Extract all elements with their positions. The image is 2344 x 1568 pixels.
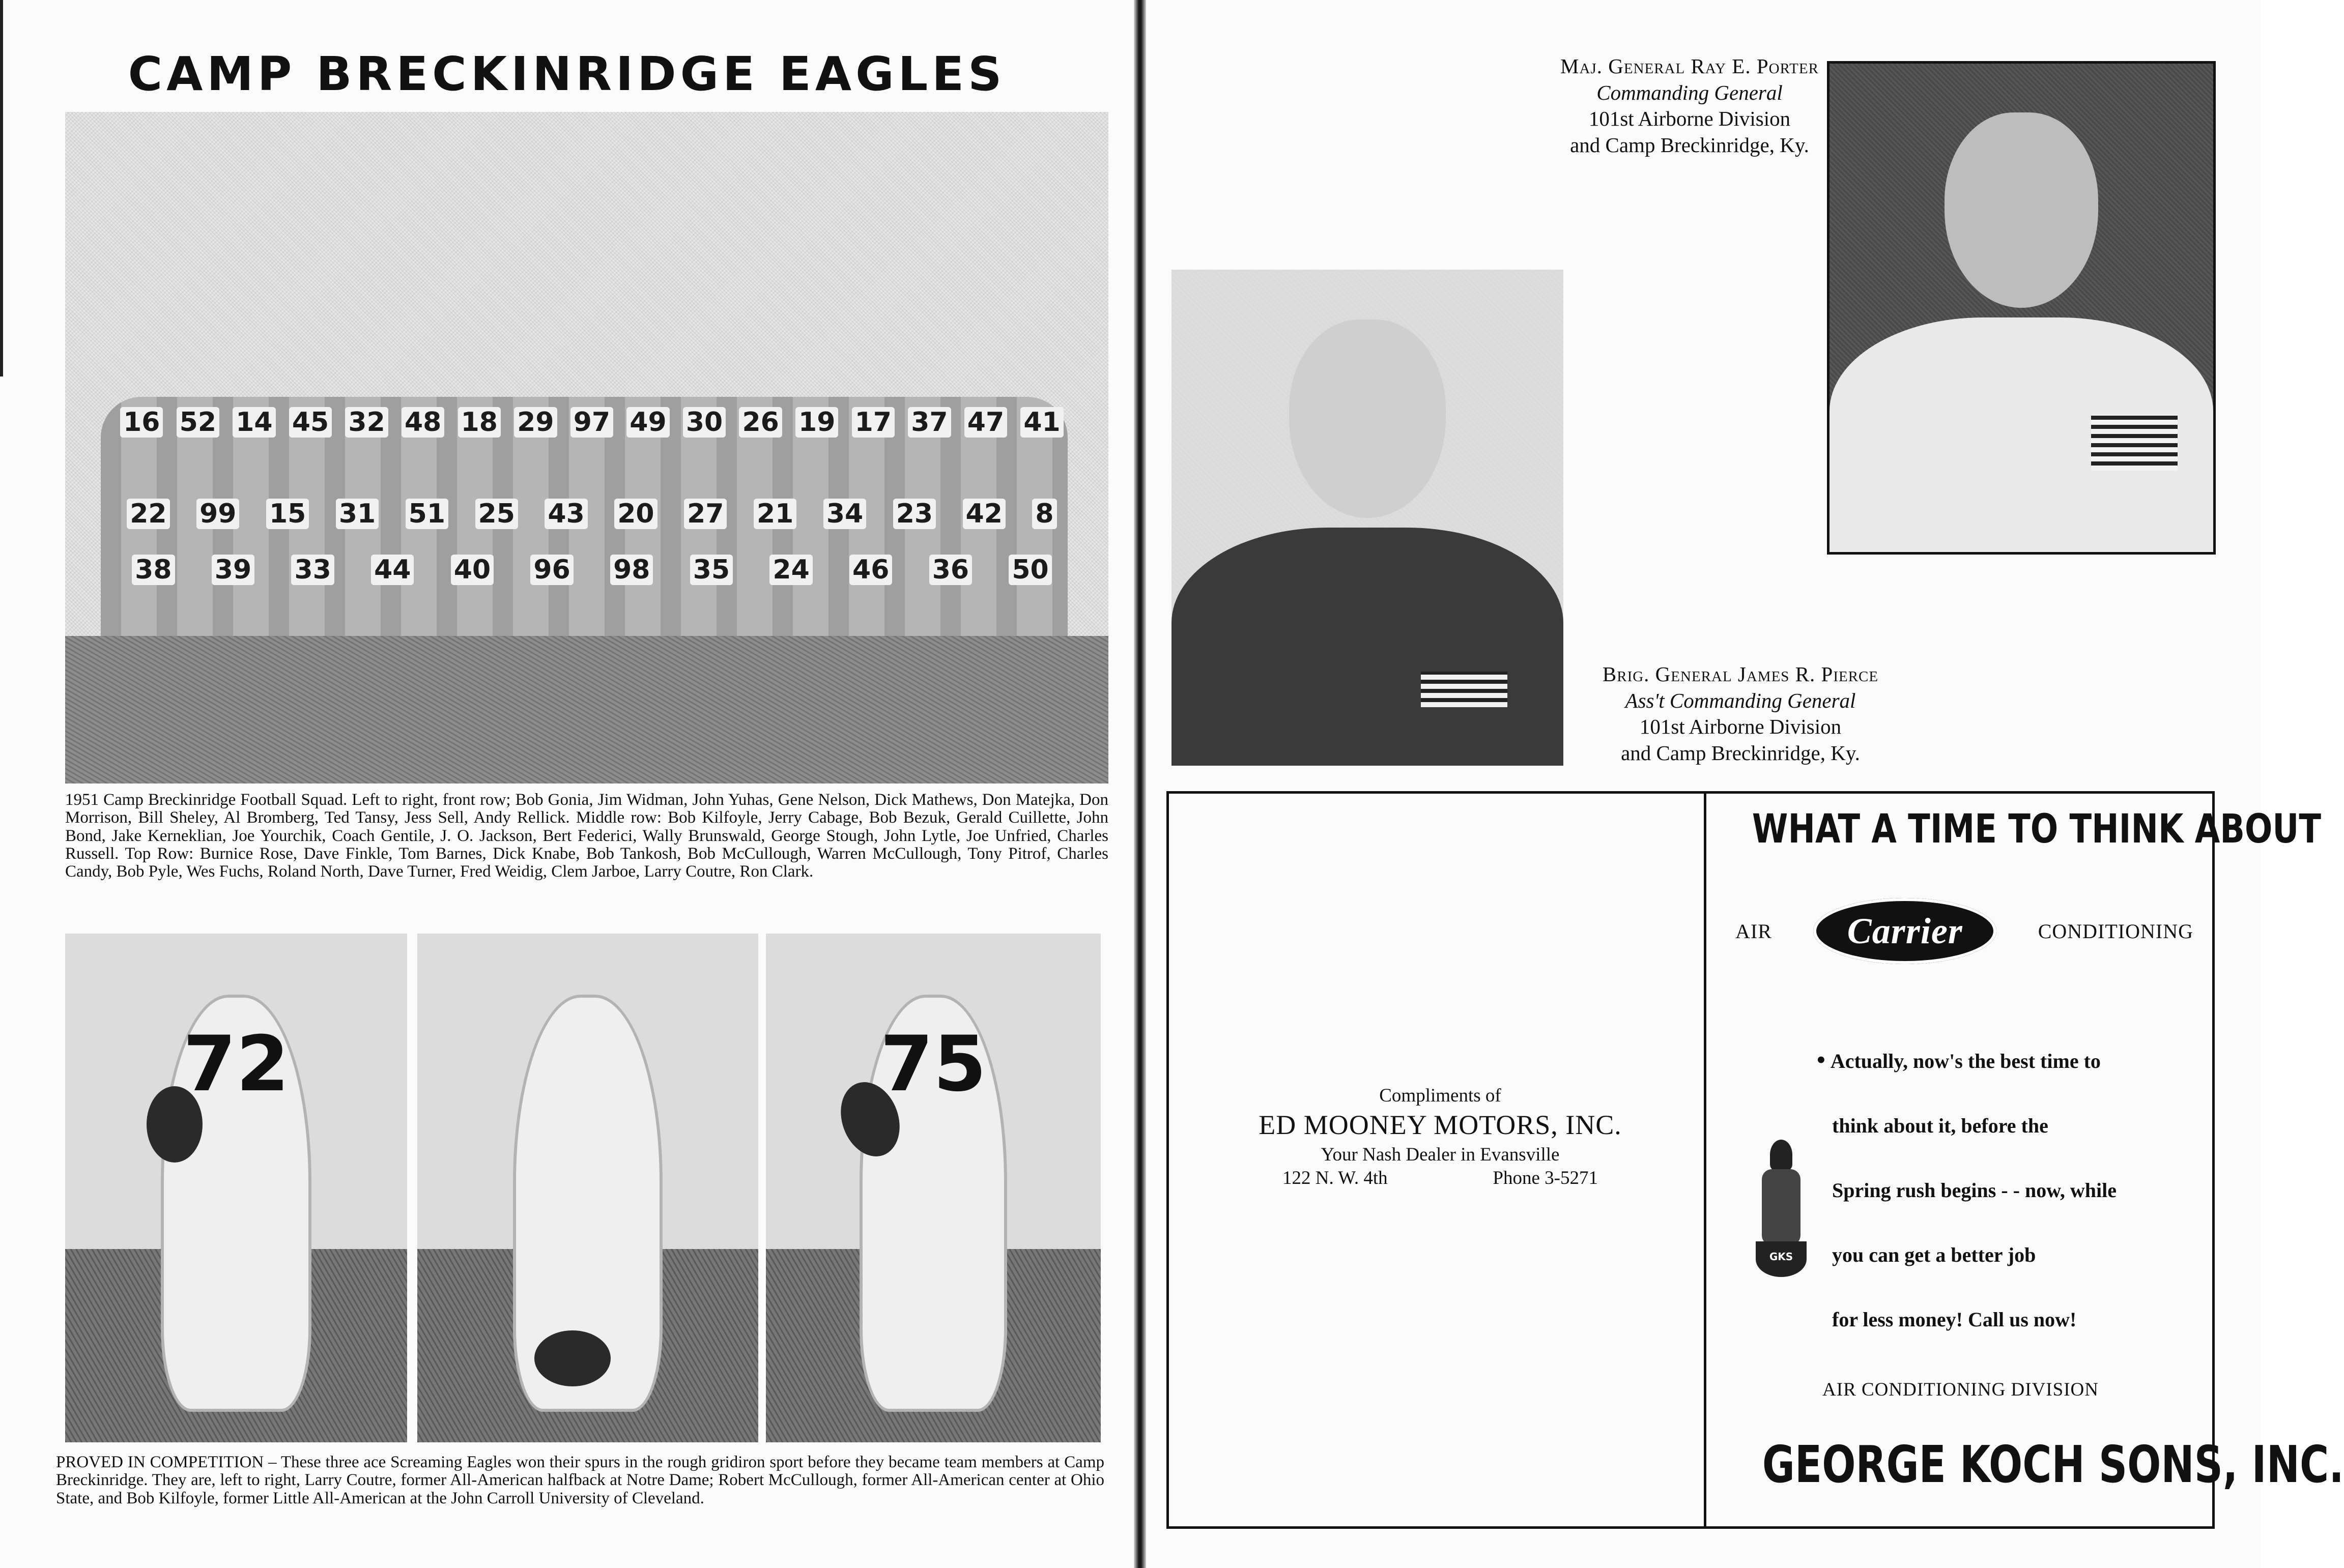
knight-helmet [1770, 1140, 1792, 1170]
ad-tagline: Your Nash Dealer in Evansville [1321, 1144, 1560, 1165]
jersey-number: 40 [451, 555, 494, 585]
pierce-caption [1557, 661, 1924, 767]
portrait-head [1945, 112, 2098, 308]
jersey-number: 96 [530, 555, 573, 585]
advertisement-divider [1704, 791, 1706, 1529]
jersey-number: 29 [514, 407, 557, 438]
jersey-number: 42 [963, 499, 1006, 529]
jersey-number: 41 [1020, 407, 1063, 438]
koch-company-name: GEORGE KOCH SONS, INC. [1762, 1435, 2344, 1494]
jersey-number: 18 [458, 407, 501, 438]
team-photo [65, 112, 1108, 783]
team-photo-caption: 1951 Camp Breckinridge Football Squad. Left to right, front row; Bob Gonia, Jim Widman, John Yuhas, Gene Nelson, Dick Mathews, Don Matejka, Don Morrison, Bill Sheley, Al Bromberg, Ted Tansy, Jess Sell, Andy Rellick. Middle row: Bob Kilfoyle, Jerry Cabage, Bob Bezuk, Gerald Cuillette, John Bond, Jake Kerneklian, Joe Yourchik, Coach Gentile, J. O. Jackson, Bert Federici, Wally Brunswald, George Stough, John Lytle, Joe Unfried, Charles Russell. Top Row: Burnice Rose, Dave Finkle, Tom Barnes, Dick Knabe, Bob Tankosh, Bob McCullough, Warren McCullough, Tony Pitrof, Charles Candy, Bob Pyle, Wes Fuchs, Roland North, Dave Turner, Fred Weidig, Clem Jarboe, Larry Coutre, Ron Clark. [65, 791, 1108, 881]
page-title: CAMP BRECKINRIDGE EAGLES [128, 47, 1006, 101]
jersey-number: 38 [132, 555, 175, 585]
officer-unit: 101st Airborne Division [1588, 107, 1791, 131]
knight-shield [1756, 1241, 1807, 1277]
jersey-number: 36 [929, 555, 972, 585]
ad-body-line: Spring rush begins - - now, while [1832, 1179, 2117, 1202]
ad-body-line: you can get a better job [1832, 1243, 2036, 1266]
jersey-number: 98 [610, 555, 653, 585]
jersey-number: 45 [289, 407, 332, 438]
jersey-number: 97 [570, 407, 613, 438]
jersey-number: 14 [233, 407, 275, 438]
koch-division-label: AIR CONDITIONING DIVISION [1822, 1379, 2099, 1400]
jersey-number: 44 [371, 555, 414, 585]
porter-portrait [1827, 61, 2216, 555]
jersey-number: 25 [475, 499, 518, 529]
jersey-number: 34 [823, 499, 866, 529]
koch-ad-headline: WHAT A TIME TO THINK ABOUT [1752, 806, 2321, 852]
knight-armor [1762, 1169, 1800, 1245]
jersey-number: 19 [795, 407, 838, 438]
jersey-number: 39 [212, 555, 254, 585]
jersey-number: 27 [684, 499, 727, 529]
porter-caption [1506, 53, 1873, 159]
football-icon [534, 1330, 611, 1386]
carrier-brand: Carrier [1847, 910, 1963, 951]
conditioning-label: CONDITIONING [2038, 919, 2193, 943]
middle-row-numbers [113, 499, 1070, 529]
ad-phone: Phone 3-5271 [1493, 1167, 1598, 1188]
jersey-number: 24 [769, 555, 812, 585]
player-photo-coutre [65, 934, 407, 1442]
ad-body-line: for less money! Call us now! [1832, 1308, 2077, 1331]
front-row-numbers [113, 555, 1070, 585]
medal-ribbons-icon [2091, 415, 2178, 471]
jersey-number: 23 [893, 499, 936, 529]
jersey-number: 46 [849, 555, 892, 585]
officer-location: and Camp Breckinridge, Ky. [1570, 133, 1809, 157]
pierce-portrait [1171, 270, 1563, 766]
emblem-text: GKS [1769, 1251, 1793, 1263]
knight-emblem-icon [1751, 1140, 1812, 1292]
player-jersey-number: 72 [183, 1020, 290, 1109]
carrier-logo-row [1735, 895, 2193, 967]
jersey-number: 32 [345, 407, 388, 438]
jersey-number: 33 [291, 555, 334, 585]
book-gutter [1134, 0, 1146, 1568]
jersey-number: 49 [626, 407, 669, 438]
portrait-head [1289, 320, 1446, 518]
player-jersey-number: 75 [880, 1020, 987, 1109]
officer-name: Brig. General James R. Pierce [1602, 662, 1879, 686]
air-label: AIR [1735, 919, 1772, 943]
medal-ribbons-icon [1421, 672, 1507, 707]
ad-body-line: think about it, before the [1832, 1114, 2048, 1137]
team-photo-field [65, 636, 1108, 783]
officer-role: Commanding General [1596, 80, 1783, 104]
jersey-number: 20 [614, 499, 657, 529]
officer-unit: 101st Airborne Division [1639, 715, 1842, 739]
jersey-number: 52 [177, 407, 219, 438]
carrier-logo [1813, 898, 1996, 964]
officer-role: Ass't Commanding General [1625, 688, 1856, 712]
jersey-number: 22 [127, 499, 169, 529]
officer-name: Maj. General Ray E. Porter [1560, 54, 1819, 78]
jersey-number: 47 [964, 407, 1007, 438]
jersey-number: 51 [406, 499, 448, 529]
jersey-number: 16 [120, 407, 163, 438]
ed-mooney-motors-ad [1242, 1084, 1639, 1189]
koch-ad-body [1817, 1028, 2188, 1352]
officer-location: and Camp Breckinridge, Ky. [1621, 741, 1860, 765]
jersey-number: 15 [266, 499, 309, 529]
jersey-number: 37 [908, 407, 951, 438]
player-photo-mccullough [417, 934, 758, 1442]
proved-in-competition-caption: PROVED IN COMPETITION – These three ace Screaming Eagles won their spurs in the rough gridiron sport before they became team members at Camp Breckinridge. They are, left to right, Larry Coutre, former All-American halfback at Notre Dame; Robert McCullough, former All-American center at Ohio State, and Bob Kilfoyle, former Little All-American at the John Carroll University of Cleveland. [56, 1453, 1104, 1507]
jersey-number: 48 [402, 407, 444, 438]
jersey-number: 35 [690, 555, 733, 585]
ad-address: 122 N. W. 4th [1282, 1167, 1388, 1188]
player-photo-kilfoyle [766, 934, 1101, 1442]
jersey-number: 26 [739, 407, 782, 438]
jersey-number: 21 [754, 499, 796, 529]
ad-body-line [1817, 1028, 2188, 1093]
jersey-number: 17 [852, 407, 895, 438]
jersey-number: 99 [196, 499, 239, 529]
ad-company-name: ED MOONEY MOTORS, INC. [1259, 1110, 1622, 1141]
back-row-numbers [113, 407, 1070, 438]
jersey-number: 50 [1009, 555, 1051, 585]
jersey-number: 30 [683, 407, 726, 438]
portrait-uniform [1171, 528, 1563, 766]
bullet-icon: • [1817, 1047, 1825, 1073]
ad-contact-row [1282, 1167, 1598, 1189]
jersey-number: 8 [1032, 499, 1056, 529]
jersey-number: 43 [545, 499, 587, 529]
jersey-number: 31 [336, 499, 379, 529]
ad-compliments: Compliments of [1379, 1085, 1501, 1106]
ad-body-text: Actually, now's the best time to [1830, 1050, 2101, 1072]
